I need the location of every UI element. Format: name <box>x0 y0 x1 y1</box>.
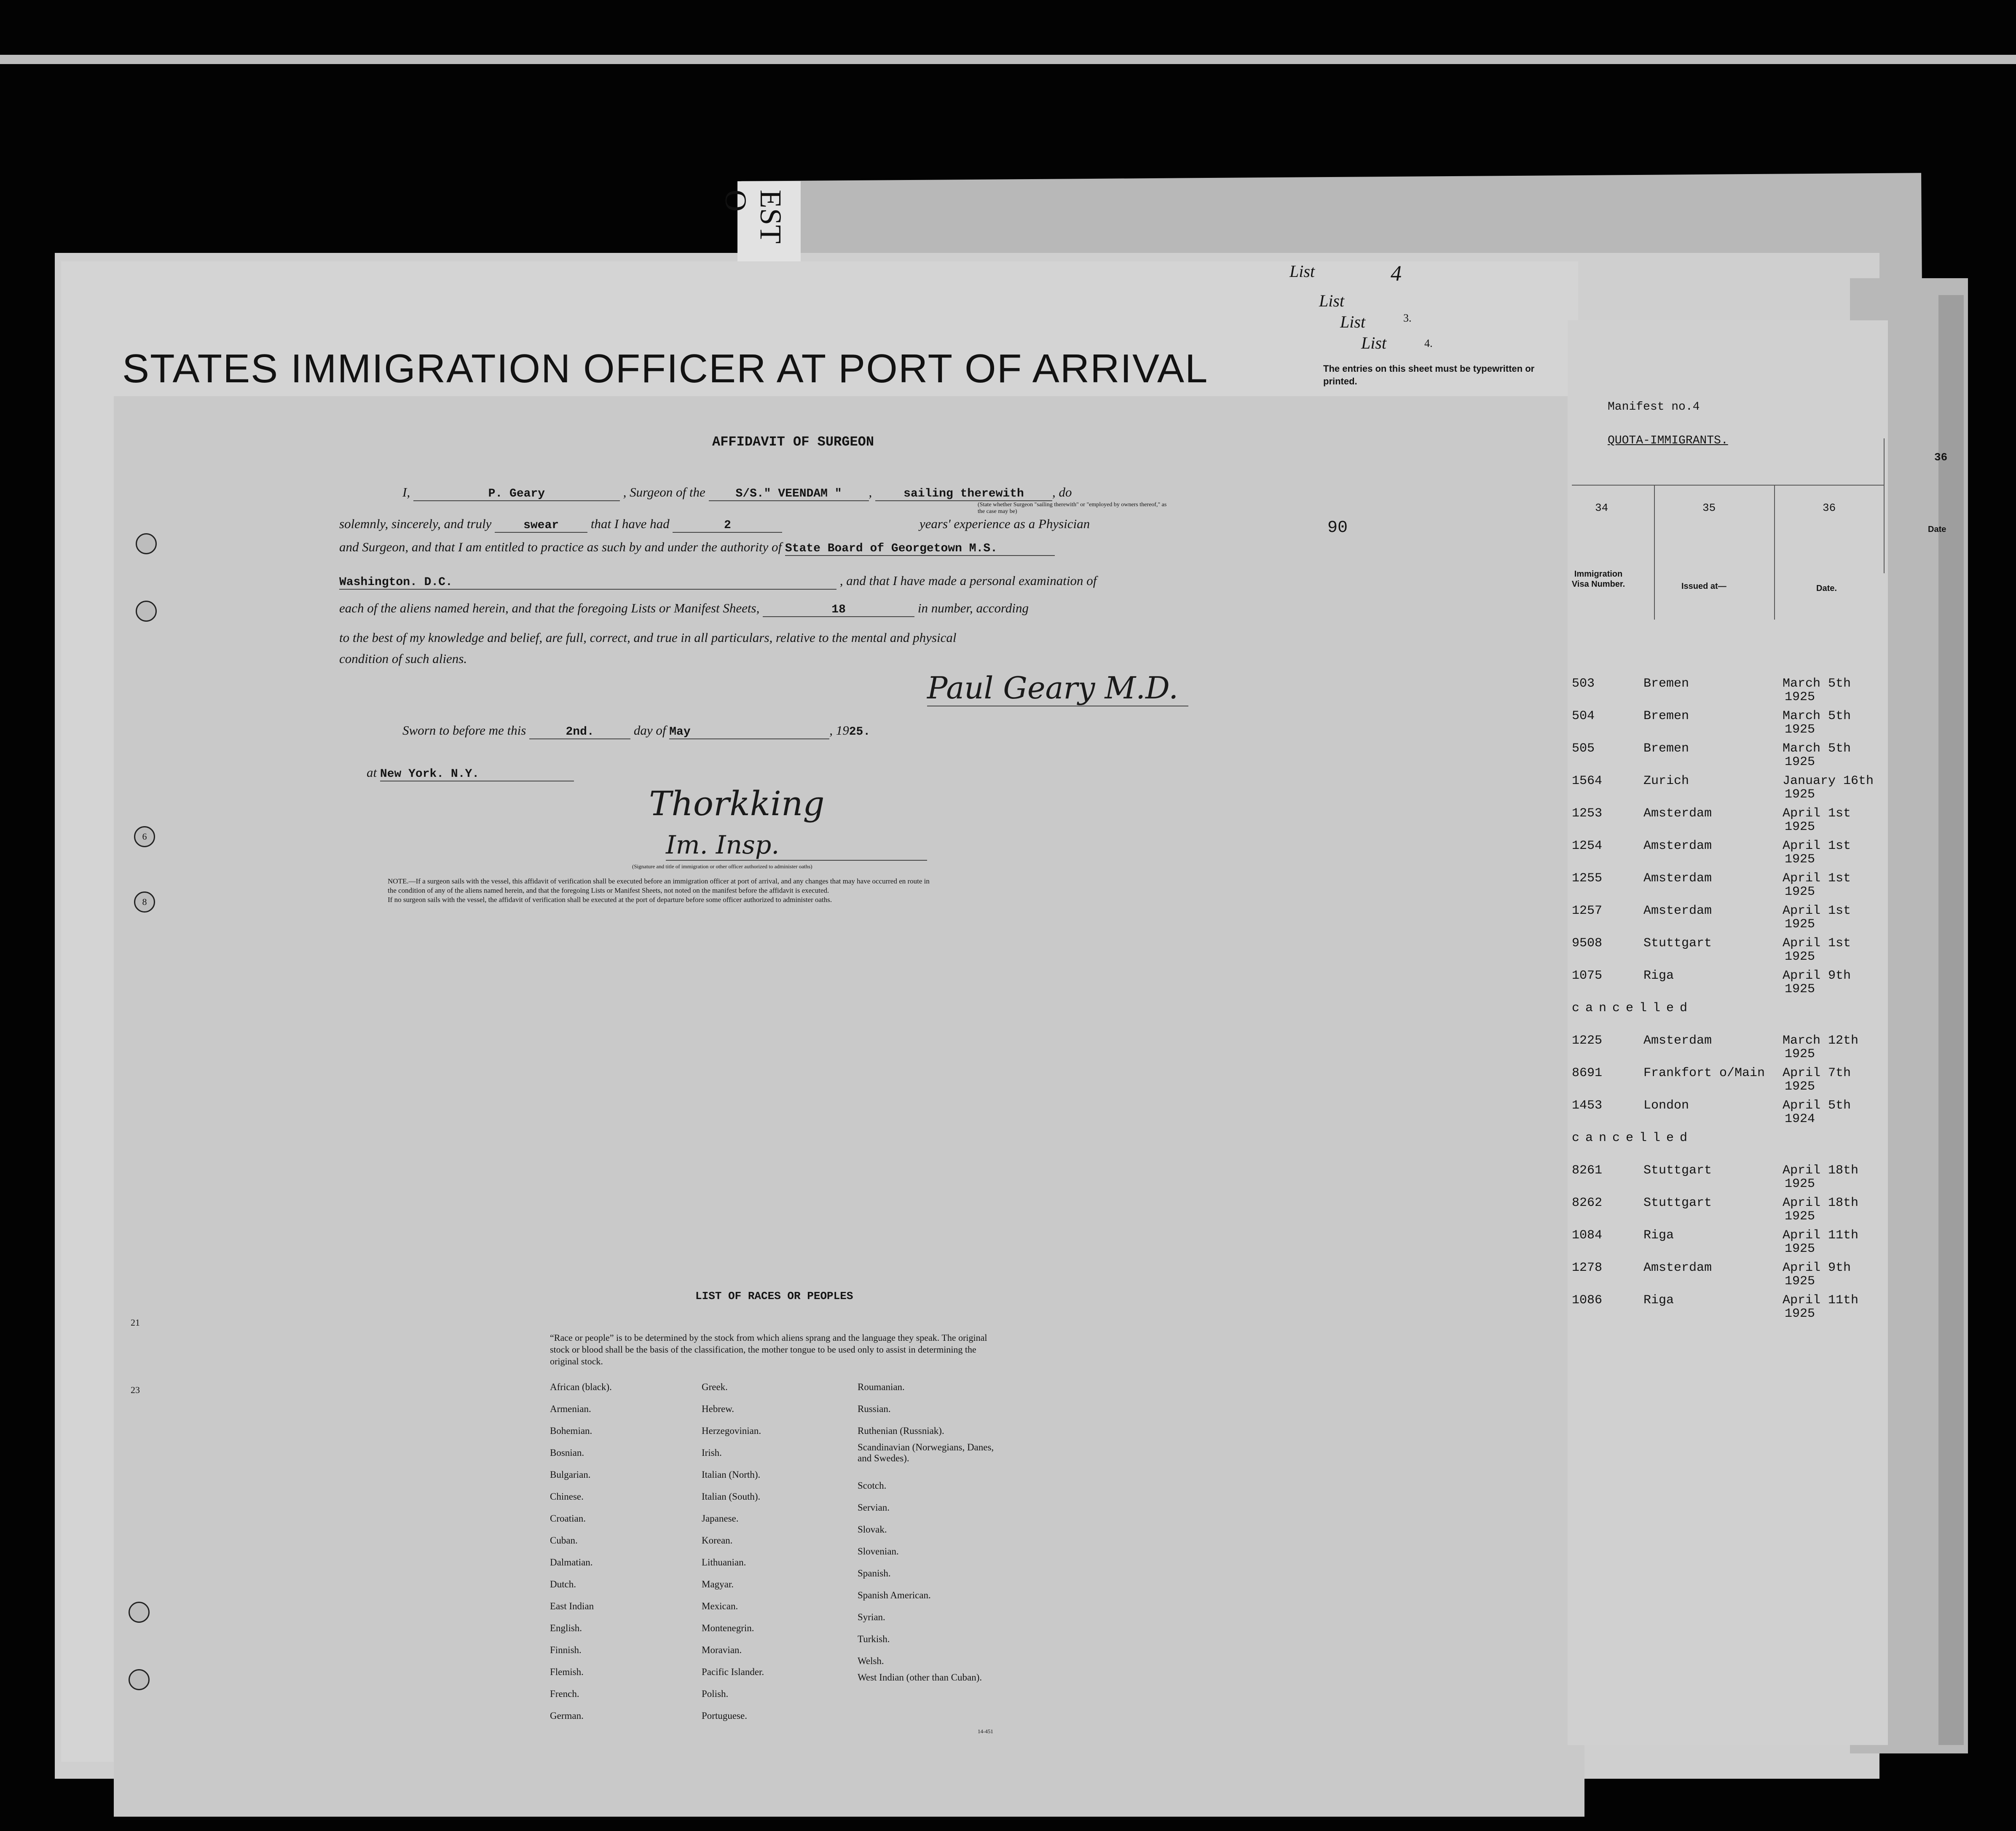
manifest-row <box>1572 1098 1875 1131</box>
manifest-date: April 18th <box>1783 1163 1859 1178</box>
list-number-2: 3. <box>1403 312 1412 324</box>
manifest-place: Amsterdam <box>1643 806 1712 821</box>
manifest-year: 1925 <box>1785 885 1815 899</box>
manifest-date: March 5th <box>1783 741 1851 756</box>
manifest-date: April 5th <box>1783 1098 1851 1113</box>
manifest-visa: 1257 <box>1572 904 1603 918</box>
race-item: Italian (South). <box>702 1491 761 1502</box>
race-item: Japanese. <box>702 1513 739 1524</box>
list-label-3: List <box>1340 312 1366 331</box>
races-column-2 <box>702 1376 845 1727</box>
manifest-place: Riga <box>1643 1228 1674 1243</box>
affidavit-note <box>388 877 1188 905</box>
race-item: Portuguese. <box>702 1710 747 1721</box>
manifest-year: 1925 <box>1785 917 1815 932</box>
ship-name: S/S." VEENDAM " <box>709 487 869 501</box>
manifest-date: March 5th <box>1783 677 1851 691</box>
affidavit-do: do <box>1059 485 1072 499</box>
manifest-visa: 1278 <box>1572 1261 1603 1275</box>
manifest-year: 1925 <box>1785 690 1815 704</box>
manifest-row <box>1572 1261 1875 1293</box>
manifest-visa: 504 <box>1572 709 1595 723</box>
race-item: East Indian <box>550 1601 594 1611</box>
races-column-3 <box>858 1376 1009 1694</box>
affidavit-line-1: I, P. Geary , Surgeon of the S/S." VEENDAM " , sailing therewith , do <box>402 485 1072 500</box>
manifest-row <box>1572 806 1875 839</box>
entries-note: The entries on this sheet must be typewritten or printed. <box>1323 363 1535 387</box>
sworn-text: Sworn to before me this <box>402 723 526 738</box>
race-item: Armenian. <box>550 1404 591 1414</box>
manifest-visa: 1564 <box>1572 774 1603 788</box>
manifest-visa: 8262 <box>1572 1196 1603 1210</box>
manifest-date: April 18th <box>1783 1196 1859 1210</box>
manifest-visa: 1453 <box>1572 1098 1603 1113</box>
oath-type: swear <box>495 519 587 533</box>
manifest-visa: 1225 <box>1572 1034 1603 1048</box>
each-alien-text: each of the aliens named herein, and that the foregoing Lists or Manifest Sheets, <box>339 601 760 615</box>
race-item: Herzegovinian. <box>702 1426 761 1436</box>
list-label-1: List <box>1289 262 1315 281</box>
manifest-year: 1924 <box>1785 1112 1815 1126</box>
sworn-month: May <box>669 725 829 739</box>
affidavit-line-5 <box>339 601 1029 617</box>
manifest-year: 1925 <box>1785 722 1815 737</box>
race-item: German. <box>550 1710 584 1721</box>
race-item: Irish. <box>702 1447 722 1458</box>
race-item: Turkish. <box>858 1634 890 1644</box>
hole-number-23: 23 <box>131 1385 140 1395</box>
form-number: 14-451 <box>978 1728 993 1734</box>
affidavit-i: I, <box>402 485 410 499</box>
manifest-date: April 7th <box>1783 1066 1851 1080</box>
races-column-1 <box>550 1376 685 1727</box>
manifest-visa: 1255 <box>1572 871 1603 886</box>
manifest-year: 1925 <box>1785 982 1815 996</box>
manifest-category: QUOTA-IMMIGRANTS. <box>1608 434 1728 447</box>
race-item: Pacific Islander. <box>702 1667 764 1677</box>
that-had-text: that I have had <box>590 516 670 531</box>
experience-text: years' experience as a Physician <box>919 516 1090 531</box>
surgeon-of-text: , Surgeon of the <box>623 485 705 499</box>
manifest-date: April 1st <box>1783 806 1851 821</box>
manifest-year: 1925 <box>1785 1177 1815 1191</box>
column-divider <box>1774 485 1775 620</box>
manifest-row <box>1572 677 1875 709</box>
manifest-row <box>1572 936 1875 969</box>
punch-hole-6: 6 <box>134 826 155 847</box>
officer-title-signature: Im. Insp. <box>666 830 927 861</box>
race-item: Magyar. <box>702 1579 734 1589</box>
personal-exam-text: , and that I have made a personal examination of <box>839 573 1097 588</box>
note-line-1: NOTE.—If a surgeon sails with the vessel, this affidavit of verification shall be executed before an immigration officer at port of arrival, and any changes that may have occurred en route in <box>388 877 930 885</box>
manifest-place: cancelled <box>1572 1001 1694 1015</box>
manifest-row <box>1572 709 1875 741</box>
manifest-year: 1925 <box>1785 787 1815 802</box>
manifest-row <box>1572 1034 1875 1066</box>
top-rule <box>0 55 2016 64</box>
affidavit-line-2 <box>339 516 1090 533</box>
punch-hole <box>129 1602 150 1623</box>
manifest-place: Amsterdam <box>1643 1034 1712 1048</box>
sworn-place: New York. N.Y. <box>380 768 574 781</box>
officer-caption: (Signature and title of immigration or other officer authorized to administer oaths) <box>632 863 812 870</box>
race-item: Mexican. <box>702 1601 738 1611</box>
race-item: Scotch. <box>858 1480 887 1491</box>
manifest-row <box>1572 741 1875 774</box>
manifest-date: April 1st <box>1783 904 1851 918</box>
race-item: Russian. <box>858 1404 891 1414</box>
manifest-visa: 505 <box>1572 741 1595 756</box>
race-item: Spanish. <box>858 1568 891 1579</box>
manifest-year: 1925 <box>1785 755 1815 769</box>
list-number-1: 4 <box>1391 262 1402 286</box>
manifest-rule <box>1572 485 1884 486</box>
manifest-date: April 1st <box>1783 936 1851 950</box>
manifest-date: April 9th <box>1783 969 1851 983</box>
manifest-row <box>1572 839 1875 871</box>
races-title: LIST OF RACES OR PEOPLES <box>695 1290 853 1302</box>
race-item: Dutch. <box>550 1579 576 1589</box>
manifest-date: April 11th <box>1783 1228 1859 1243</box>
manifest-row <box>1572 1163 1875 1196</box>
manifest-place: Amsterdam <box>1643 871 1712 886</box>
manifest-visa: 1075 <box>1572 969 1603 983</box>
manifest-row <box>1572 774 1875 806</box>
sworn-line <box>402 723 870 739</box>
manifest-row <box>1572 1196 1875 1228</box>
manifest-place: Zurich <box>1643 774 1689 788</box>
manifest-place: Riga <box>1643 969 1674 983</box>
manifest-row <box>1572 1228 1875 1261</box>
punch-hole-8: 8 <box>134 891 155 913</box>
manifest-year: 1925 <box>1785 1242 1815 1256</box>
manifest-date: January 16th <box>1783 774 1874 788</box>
manifest-place: Stuttgart <box>1643 1196 1712 1210</box>
race-item: Servian. <box>858 1502 890 1513</box>
race-item: Croatian. <box>550 1513 586 1524</box>
affidavit-line-6: to the best of my knowledge and belief, are full, correct, and true in all particulars, relative to the mental and physical <box>339 630 957 645</box>
punch-hole <box>136 601 157 622</box>
day-of-text: day of <box>633 723 666 738</box>
manifest-date: March 5th <box>1783 709 1851 723</box>
manifest-place: Frankfort o/Main <box>1643 1066 1765 1080</box>
manifest-year: 1925 <box>1785 1274 1815 1289</box>
authority-location: Washington. D.C. <box>339 576 836 590</box>
manifest-row <box>1572 904 1875 936</box>
manifest-rows <box>1572 677 1875 1326</box>
manifest-date: March 12th <box>1783 1034 1859 1048</box>
list-number-3: 4. <box>1424 337 1433 349</box>
affidavit-line-3 <box>339 540 1055 556</box>
manifest-visa: 503 <box>1572 677 1595 691</box>
page-header: STATES IMMIGRATION OFFICER AT PORT OF ARRIVAL <box>122 346 1209 391</box>
manifest-row <box>1572 1293 1875 1326</box>
race-item: French. <box>550 1689 579 1699</box>
manifest-place: Amsterdam <box>1643 1261 1712 1275</box>
place-line <box>367 765 574 781</box>
manifest-row <box>1572 871 1875 904</box>
at-text: at <box>367 765 377 780</box>
manifest-place: Stuttgart <box>1643 1163 1712 1178</box>
authority: State Board of Georgetown M.S. <box>785 542 1055 556</box>
race-item: Roumanian. <box>858 1382 905 1392</box>
in-number-text: in number, according <box>917 601 1029 615</box>
column-divider <box>1654 485 1655 620</box>
manifest-date: April 1st <box>1783 871 1851 886</box>
manifest-date: April 1st <box>1783 839 1851 853</box>
race-item: Spanish American. <box>858 1590 931 1600</box>
manifest-place: Amsterdam <box>1643 904 1712 918</box>
race-item: Slovak. <box>858 1524 887 1535</box>
race-item: Bohemian. <box>550 1426 592 1436</box>
and-surgeon-text: and Surgeon, and that I am entitled to practice as such by and under the authority of <box>339 540 782 554</box>
list-label-4: List <box>1361 333 1387 352</box>
manifest-visa: 9508 <box>1572 936 1603 950</box>
race-item: Hebrew. <box>702 1404 735 1414</box>
race-item: Syrian. <box>858 1612 885 1622</box>
hole-number-21: 21 <box>131 1317 140 1328</box>
file-tab-label: EST O <box>719 190 788 243</box>
column-divider <box>1884 438 1885 573</box>
punch-hole <box>136 533 157 554</box>
race-item: Flemish. <box>550 1667 584 1677</box>
race-item: Bosnian. <box>550 1447 584 1458</box>
manifest-visa: 1254 <box>1572 839 1603 853</box>
race-item: Finnish. <box>550 1645 582 1655</box>
manifest-visa: 8691 <box>1572 1066 1603 1080</box>
manifest-visa: 8261 <box>1572 1163 1603 1178</box>
col-header-issued: Issued at— <box>1681 582 1726 591</box>
manifest-place: Amsterdam <box>1643 839 1712 853</box>
race-item: West Indian (other than Cuban). <box>858 1672 982 1683</box>
race-item: Dalmatian. <box>550 1557 593 1568</box>
manifest-date: April 11th <box>1783 1293 1859 1307</box>
manifest-year: 1925 <box>1785 1209 1815 1224</box>
solemnly-text: solemnly, sincerely, and truly <box>339 516 492 531</box>
manifest-place: Riga <box>1643 1293 1674 1307</box>
col-header-date: Date. <box>1816 584 1837 593</box>
manifest-row <box>1572 1131 1875 1163</box>
manifest-row <box>1572 1066 1875 1098</box>
sailing-status: sailing therewith <box>875 487 1052 501</box>
col-header-visa: Immigration Visa Number. <box>1571 569 1625 589</box>
col-number-35: 35 <box>1702 502 1716 514</box>
note-line-3: If no surgeon sails with the vessel, the affidavit of verification shall be executed at the port of departure before some officer authorized to administer oaths. <box>388 896 832 904</box>
list-label-2: List <box>1319 291 1345 310</box>
manifest-place: London <box>1643 1098 1689 1113</box>
col-header-date-2: Date <box>1928 525 1946 534</box>
manifest-place: cancelled <box>1572 1131 1694 1145</box>
sailing-note: (State whether Surgeon "sailing therewith" or "employed by owners thereof," as the case may be) <box>978 502 1167 515</box>
manifest-year: 1925 <box>1785 820 1815 834</box>
manifest-place: Bremen <box>1643 709 1689 723</box>
race-item: Moravian. <box>702 1645 742 1655</box>
officer-signature: Thorkking <box>649 784 825 823</box>
race-item: African (black). <box>550 1382 612 1392</box>
manifest-year: 1925 <box>1785 1307 1815 1321</box>
races-intro: “Race or people” is to be determined by the stock from which aliens sprang and the language they speak. The original stock or blood shall be the basis of the classification, the mother tongue to be used only to assist in determining the original stock. <box>550 1332 987 1367</box>
paper-edge-right <box>1938 295 1964 1745</box>
note-line-2: the condition of any of the aliens named herein, and that the foregoing Lists or Manifest Sheets, not noted on the manifest before the affidavit is executed. <box>388 886 829 894</box>
race-item: English. <box>550 1623 582 1633</box>
col-number-34: 34 <box>1595 502 1609 514</box>
years-count: 2 <box>673 519 782 533</box>
race-item: Chinese. <box>550 1491 584 1502</box>
col-number-36b: 36 <box>1934 451 1948 464</box>
affidavit-line-7: condition of such aliens. <box>339 651 467 666</box>
race-item: Slovenian. <box>858 1546 899 1557</box>
race-item: Welsh. <box>858 1656 884 1666</box>
race-item: Montenegrin. <box>702 1623 754 1633</box>
affidavit-title: AFFIDAVIT OF SURGEON <box>712 434 874 450</box>
manifest-year: 1925 <box>1785 852 1815 867</box>
manifest-visa: 1084 <box>1572 1228 1603 1243</box>
race-item: Italian (North). <box>702 1469 761 1480</box>
manifest-year: 1925 <box>1785 1079 1815 1094</box>
race-item: Polish. <box>702 1689 729 1699</box>
race-item: Lithuanian. <box>702 1557 746 1568</box>
manifest-visa: 1086 <box>1572 1293 1603 1307</box>
manifest-row <box>1572 1001 1875 1034</box>
manifest-visa: 1253 <box>1572 806 1603 821</box>
race-item: Ruthenian (Russniak). <box>858 1426 944 1436</box>
manifest-label: Manifest no.4 <box>1608 400 1700 413</box>
race-item: Scandinavian (Norwegians, Danes, and Swedes). <box>858 1442 994 1463</box>
manifest-place: Bremen <box>1643 741 1689 756</box>
surgeon-name: P. Geary <box>413 487 620 501</box>
race-item: Bulgarian. <box>550 1469 591 1480</box>
manifest-place: Stuttgart <box>1643 936 1712 950</box>
race-item: Cuban. <box>550 1535 578 1546</box>
punch-hole <box>129 1669 150 1690</box>
sworn-day: 2nd. <box>529 725 630 739</box>
year-prefix: , 19 <box>829 723 849 738</box>
affidavit-line-4 <box>339 573 1096 590</box>
page-number: 90 <box>1327 518 1348 537</box>
manifest-date: April 9th <box>1783 1261 1851 1275</box>
sheet-count: 18 <box>763 603 914 617</box>
manifest-year: 1925 <box>1785 1047 1815 1061</box>
year-suffix: 25. <box>849 725 871 738</box>
race-item: Greek. <box>702 1382 728 1392</box>
col-number-36: 36 <box>1823 502 1836 514</box>
manifest-row <box>1572 969 1875 1001</box>
race-item: Korean. <box>702 1535 733 1546</box>
manifest-year: 1925 <box>1785 950 1815 964</box>
manifest-place: Bremen <box>1643 677 1689 691</box>
surgeon-signature: Paul Geary M.D. <box>927 670 1188 706</box>
